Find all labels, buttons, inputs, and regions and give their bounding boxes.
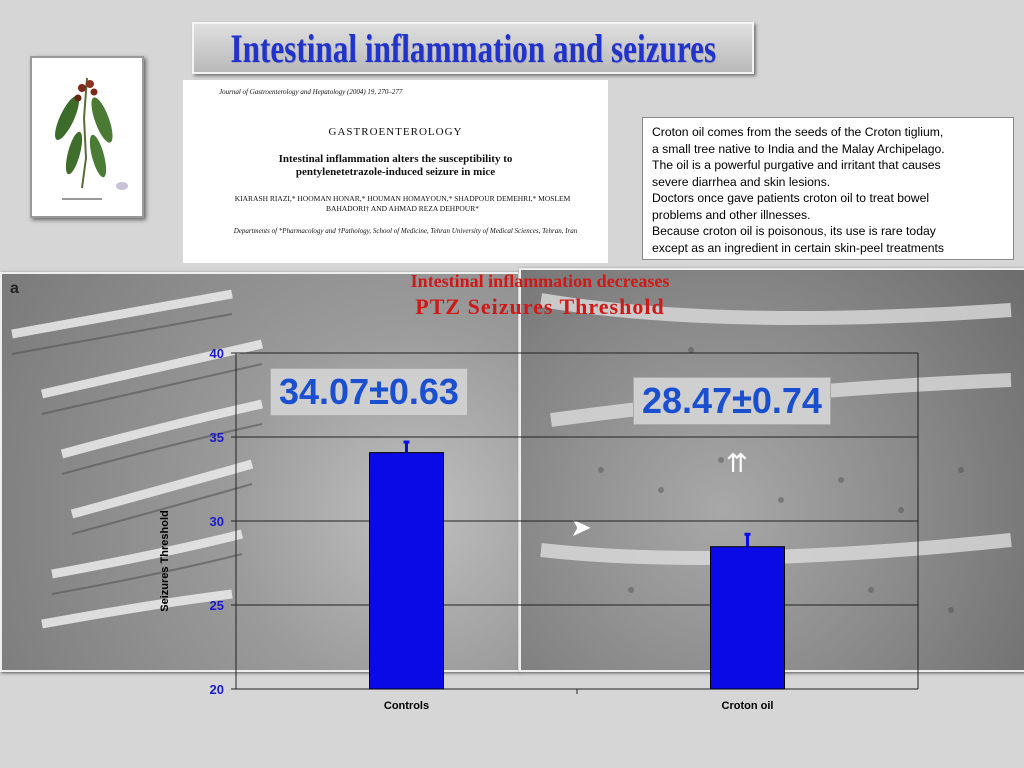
controls-value-label: 34.07±0.63	[270, 368, 468, 416]
bar-croton-oil	[711, 547, 785, 689]
chart-title-line-2: PTZ Seizures Threshold	[415, 294, 665, 319]
info-line: severe diarrhea and skin lesions.	[652, 174, 831, 189]
article-affiliation: Departments of *Pharmacology and †Pathology, School of Medicine, Tehran University of Medical Sciences, Tehran, Iran	[233, 227, 578, 235]
y-axis-label: Seizures Threshold	[159, 510, 171, 612]
y-tick-label: 30	[209, 514, 224, 529]
arrowhead-marker-icon: ➤	[570, 512, 592, 542]
croton-oil-value-label: 28.47±0.74	[633, 377, 831, 425]
article-title: Intestinal inflammation alters the susceptibility to pentylenetetrazole-induced seizure in mice	[278, 153, 513, 178]
info-line: problems and other illnesses.	[652, 207, 811, 222]
micrograph-panel-label: a	[10, 280, 19, 297]
chart-title-line-1: Intestinal inflammation decreases	[410, 271, 670, 291]
slide-title: Intestinal inflammation and seizures	[230, 25, 716, 71]
article-authors: KIARASH RIAZI,* HOOMAN HONAR,* HOUMAN HOMAYOUN,* SHADPOUR DEMEHRI,* MOSLEM BAHADORI† AND AHMAD REZA DEHPOUR*	[234, 194, 571, 213]
double-up-arrow-icon: ⇈	[726, 448, 748, 478]
info-line: The oil is a powerful purgative and irritant that causes	[652, 158, 941, 172]
info-line: Doctors once gave patients croton oil to treat bowel	[652, 191, 930, 205]
y-tick-label: 25	[209, 598, 224, 613]
info-line: Because croton oil is poisonous, its use is rare today	[652, 224, 936, 238]
y-tick-label: 35	[209, 430, 224, 445]
info-line: Croton oil comes from the seeds of the Croton tiglium,	[652, 125, 944, 139]
journal-section: GASTROENTEROLOGY	[328, 126, 463, 138]
x-tick-label: Croton oil	[721, 700, 774, 712]
bar-controls	[370, 453, 444, 689]
x-tick-label: Controls	[383, 700, 430, 712]
info-line: except as an ingredient in certain skin-peel treatments	[652, 240, 944, 255]
info-line: a small tree native to India and the Malay Archipelago.	[652, 141, 945, 156]
y-tick-label: 20	[209, 682, 224, 697]
y-tick-label: 40	[209, 346, 224, 361]
journal-citation: Journal of Gastroenterology and Hepatology (2004) 19, 270–277	[219, 88, 403, 96]
